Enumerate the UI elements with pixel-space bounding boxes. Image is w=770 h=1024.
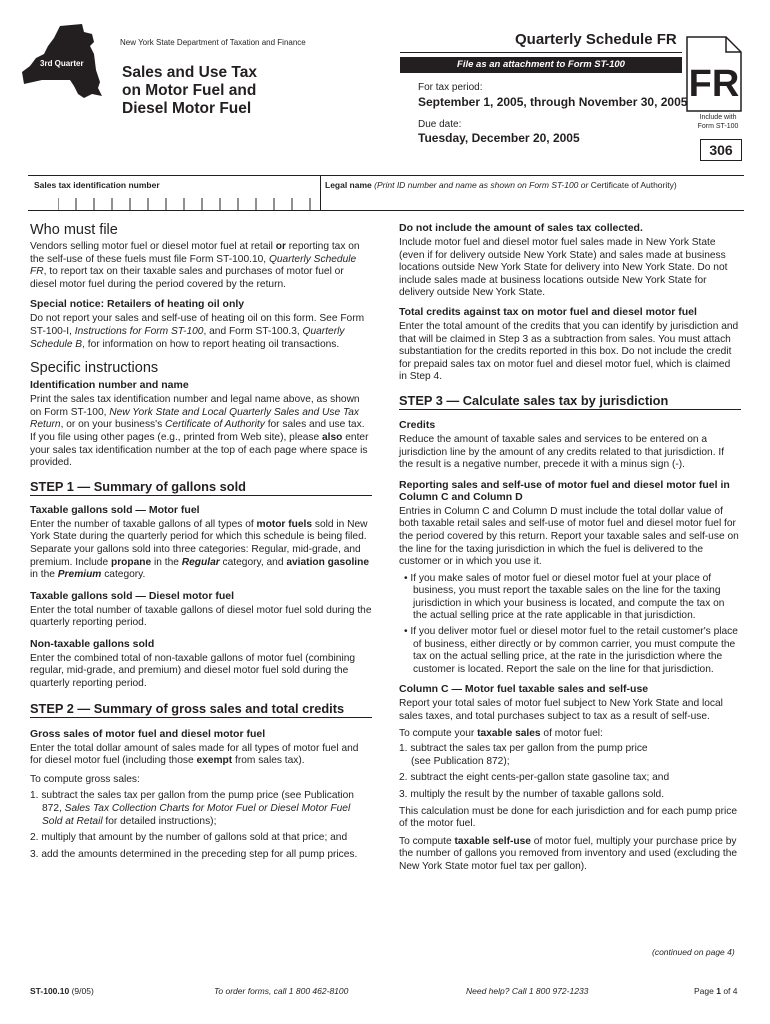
credits-heading: Credits [399, 418, 436, 431]
credits-text: Reduce the amount of taxable sales and services to be entered on a jurisdiction line by the amount of any credits related to that jurisdiction. If the result is a negative number, precede it with a minus sign (-). [399, 433, 725, 471]
calc-note: This calculation must be done for each jurisdiction and for each pump price of the motor fuel. [399, 805, 738, 830]
gross-step-1: 1. subtract the sales tax per gallon from the pump price (see Publication 872, Sales Tax Collection Charts for Motor Fuel or Diesel Motor Fuel Sold at Retail for detailed instructions); [30, 790, 354, 827]
gross-step-2: 2. multiply that amount by the number of gallons sold at that price; and [30, 832, 348, 844]
reporting-text: Entries in Column C and Column D must include the total dollar value of both taxable retail sales and self-use of motor fuel and diesel motor fuel for the period covered by this return. Report your taxable sales and self-use on the line for the taxing jurisdiction in which the fuel is delivered to the customer or in which you use it. [399, 505, 739, 568]
agency-name: New York State Department of Taxation and Finance [120, 38, 306, 47]
footer-need-help: Need help? Call 1 800 972-1233 [466, 986, 589, 996]
gross-steps-list [30, 790, 372, 861]
specific-instructions-heading: Specific instructions [30, 360, 159, 377]
reporting-bullet-2: • If you deliver motor fuel or diesel motor fuel to the retail customer's place of business, either directly or by common carrier, you must compute the tax on the actual selling price, at the rate in the jurisdiction where the customer is located. Report the sale on the line for that jurisdiction. [404, 626, 738, 675]
left-column [30, 222, 372, 861]
taxable-steps-list [399, 743, 741, 801]
form-title: Sales and Use Tax on Motor Fuel and Diesel Motor Fuel [122, 64, 257, 117]
reporting-heading: Reporting sales and self-use of motor fuel and diesel motor fuel in Column C and Column D [399, 478, 730, 503]
right-column [399, 222, 741, 874]
sales-tax-id-input[interactable] [58, 198, 318, 210]
footer-form-number: ST-100.10 (9/05) [30, 986, 94, 996]
gross-step-3: 3. add the amounts determined in the preceding step for all pump prices. [30, 848, 358, 860]
total-credits-text: Enter the total amount of the credits that you can identify by jurisdiction and that will be claimed in Step 3 as a subtraction from sales. You must attach substantiation for the credits reported in this box. Do not include the credit for prepaid sales tax on motor fuel and diesel motor fuel, which is claimed in Step 4. [399, 320, 739, 383]
taxable-motor-text: Enter the number of taxable gallons of all types of motor fuels sold in New York State during the quarterly period for which this schedule is being filed. Separate your gallons sold into three categories: Regular, mid-grade, and premium. Include propane in the Regular category, and aviation gasoline in the Premium category. [30, 518, 369, 581]
no-include-text: Include motor fuel and diesel motor fuel sales made in New York State (even if for delivery outside New York State) and sales made at business locations outside New York State for delivery into New York State. Do not include sales made at business locations outside New York State for delivery outside New York State. [399, 237, 728, 299]
compute-gross-label: To compute gross sales: [30, 773, 140, 785]
due-date-label: Due date: [418, 119, 462, 130]
non-taxable-heading: Non-taxable gallons sold [30, 637, 155, 650]
id-row-divider [320, 175, 321, 211]
special-notice-heading: Special notice: Retailers of heating oil only [30, 298, 245, 311]
identification-heading: Identification number and name [30, 379, 189, 392]
column-c-text: Report your total sales of motor fuel subject to New York State and local sales taxes, and total purchases subject to tax as a result of self-use. [399, 698, 723, 723]
tax-period-value: September 1, 2005, through November 30, 2005 [418, 95, 688, 109]
fr-document-icon [686, 36, 742, 117]
schedule-title: Quarterly Schedule FR [515, 31, 677, 48]
fr-letters: FR [688, 63, 740, 105]
tax-period-label: For tax period: [418, 82, 483, 93]
quarter-label: 3rd Quarter [40, 59, 84, 68]
reporting-bullet-1: • If you make sales of motor fuel or diesel motor fuel at your place of business, you must report the taxable sales on the line for the taxing jurisdiction in which your business is located, and compute the tax on the actual selling price at the rate applicable in that jurisdiction. [404, 572, 725, 622]
gross-sales-text: Enter the total dollar amount of sales made for all types of motor fuel and for diesel motor fuel (including those exempt from sales tax). [30, 742, 359, 767]
taxable-motor-heading: Taxable gallons sold — Motor fuel [30, 503, 200, 516]
identification-text: Print the sales tax identification number and legal name above, as shown on Form ST-100, New York State and Local Quarterly Sales and Use Tax Return, or on your business's Certificate of Authority for sales and use tax. If you file using other pages (e.g., printed from Web site), please also enter your sales tax identification number at the top of each page where space is provided. [30, 394, 369, 469]
reporting-bullets [399, 573, 741, 677]
who-must-file-heading: Who must file [30, 222, 118, 238]
header-rule [400, 52, 682, 53]
include-with-note: Include with Form ST-100 [697, 114, 739, 130]
step2-heading: STEP 2 — Summary of gross sales and total credits [30, 701, 372, 718]
due-date-value: Tuesday, December 20, 2005 [418, 131, 580, 145]
who-must-file-text: Vendors selling motor fuel or diesel motor fuel at retail or reporting tax on the self-use of these fuels must file Form ST-100.10, Quarterly Schedule FR, to report tax on their taxable sales and purchases of motor fuel or diesel motor fuel during the period covered by the return. [30, 241, 360, 290]
taxable-step-3: 3. multiply the result by the number of taxable gallons sold. [399, 789, 665, 800]
self-use-text: To compute taxable self-use of motor fuel, multiply your purchase price by the number of gallons you removed from inventory and used (excluding the New York State motor fuel tax per gallon). [399, 835, 738, 872]
footer-page-number: Page 1 of 4 [694, 986, 738, 996]
total-credits-heading: Total credits against tax on motor fuel and diesel motor fuel [399, 305, 697, 318]
taxable-diesel-text: Enter the total number of taxable gallons of diesel motor fuel sold during the quarterly reporting period. [30, 604, 372, 629]
taxable-diesel-heading: Taxable gallons sold — Diesel motor fuel [30, 589, 235, 602]
taxable-step-1: 1. subtract the sales tax per gallon from the pump price (see Publication 872); [399, 743, 648, 767]
form-code-box: 306 [700, 139, 742, 161]
sales-tax-id-label: Sales tax identification number [34, 180, 160, 190]
special-notice-text: Do not report your sales and self-use of heating oil on this form. See Form ST-100-I, Instructions for Form ST-100, and Form ST-100.3, Quarterly Schedule B, for information on how to report heating oil transactions. [30, 313, 365, 350]
legal-name-label[interactable]: Legal name (Print ID number and name as shown on Form ST-100 or Certificate of Authority) [325, 180, 677, 190]
non-taxable-text: Enter the combined total of non-taxable gallons of motor fuel (combining regular, mid-grade, and premium) and diesel motor fuel sold during the quarterly reporting period. [30, 652, 356, 690]
step3-heading: STEP 3 — Calculate sales tax by jurisdiction [399, 393, 741, 410]
gross-sales-heading: Gross sales of motor fuel and diesel motor fuel [30, 727, 266, 740]
continued-note: (continued on page 4) [652, 947, 735, 957]
taxable-step-2: 2. subtract the eight cents-per-gallon state gasoline tax; and [399, 772, 670, 784]
compute-taxable-label: To compute your taxable sales of motor fuel: [399, 727, 603, 739]
file-as-banner: File as an attachment to Form ST-100 [400, 57, 682, 73]
no-include-heading: Do not include the amount of sales tax collected. [399, 222, 643, 234]
footer-order-forms: To order forms, call 1 800 462-8100 [214, 986, 349, 996]
column-c-heading: Column C — Motor fuel taxable sales and self-use [399, 683, 649, 696]
step1-heading: STEP 1 — Summary of gallons sold [30, 479, 372, 496]
